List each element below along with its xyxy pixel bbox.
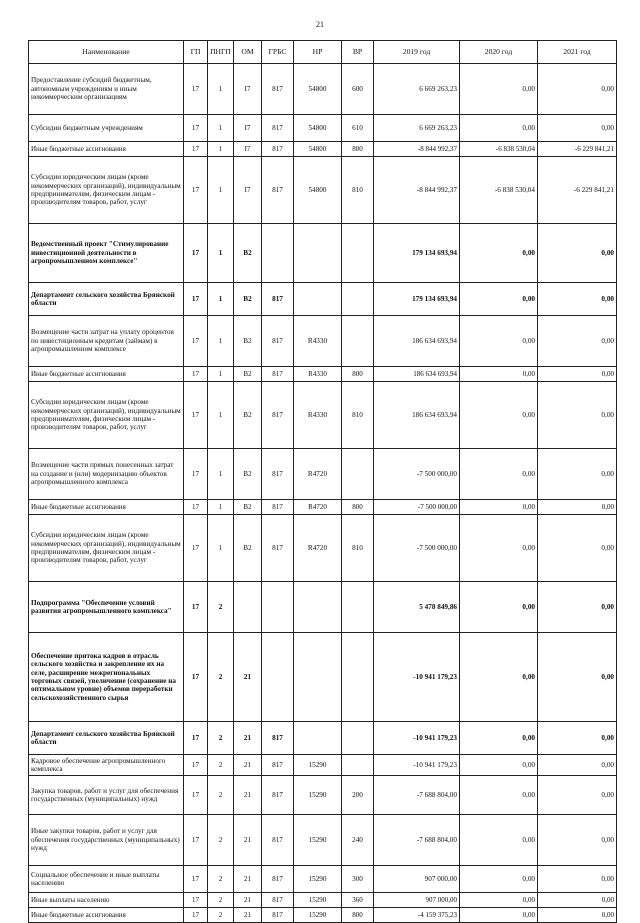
cell-name: Иные закупки товаров, работ и услуг для обеспечения государственных (муниципальных) нужд bbox=[29, 815, 184, 866]
cell-name: Иные бюджетные ассигнования bbox=[29, 367, 184, 382]
cell-y2021: 0,00 bbox=[538, 283, 617, 316]
cell-vr bbox=[342, 283, 374, 316]
cell-gp: 17 bbox=[184, 316, 208, 367]
cell-gp: 17 bbox=[184, 755, 208, 776]
cell-vr bbox=[342, 316, 374, 367]
cell-gp: 17 bbox=[184, 142, 208, 157]
table-row bbox=[29, 815, 617, 866]
cell-y2019: 6 669 263,23 bbox=[374, 64, 460, 115]
cell-om: I7 bbox=[234, 64, 262, 115]
cell-y2020: 0,00 bbox=[460, 500, 538, 515]
cell-y2019: -7 500 000,00 bbox=[374, 515, 460, 582]
cell-nr: R4330 bbox=[294, 367, 342, 382]
cell-y2021: 0,00 bbox=[538, 367, 617, 382]
cell-pngp: 2 bbox=[208, 866, 234, 893]
cell-nr: 15290 bbox=[294, 815, 342, 866]
cell-om: I7 bbox=[234, 157, 262, 224]
cell-grbs bbox=[262, 582, 294, 633]
table-row bbox=[29, 224, 617, 283]
col-header-gp: ГП bbox=[184, 41, 208, 64]
col-header-vr: ВР bbox=[342, 41, 374, 64]
cell-y2021: 0,00 bbox=[538, 722, 617, 755]
cell-name: Субсидии юридическим лицам (кроме некоммерческих организаций), индивидуальным предпринимателям, физическим лицам - производителям товаров, работ, услуг bbox=[29, 382, 184, 449]
cell-gp: 17 bbox=[184, 866, 208, 893]
cell-gp: 17 bbox=[184, 115, 208, 142]
table-row bbox=[29, 367, 617, 382]
cell-grbs: 817 bbox=[262, 157, 294, 224]
cell-y2020: 0,00 bbox=[460, 382, 538, 449]
cell-name: Закупка товаров, работ и услуг для обеспечения государственных (муниципальных) нужд bbox=[29, 776, 184, 815]
cell-vr: 800 bbox=[342, 367, 374, 382]
cell-vr: 810 bbox=[342, 515, 374, 582]
col-header-2019: 2019 год bbox=[374, 41, 460, 64]
cell-grbs: 817 bbox=[262, 755, 294, 776]
cell-om: 21 bbox=[234, 755, 262, 776]
cell-pngp: 1 bbox=[208, 500, 234, 515]
cell-name: Департамент сельского хозяйства Брянской области bbox=[29, 722, 184, 755]
cell-vr bbox=[342, 722, 374, 755]
cell-vr: 200 bbox=[342, 776, 374, 815]
table-row bbox=[29, 449, 617, 500]
cell-om: 21 bbox=[234, 866, 262, 893]
cell-vr: 300 bbox=[342, 866, 374, 893]
cell-y2020: 0,00 bbox=[460, 449, 538, 500]
cell-nr bbox=[294, 224, 342, 283]
cell-pngp: 2 bbox=[208, 633, 234, 722]
cell-grbs: 817 bbox=[262, 367, 294, 382]
cell-y2019: 5 478 849,86 bbox=[374, 582, 460, 633]
cell-nr: R4330 bbox=[294, 382, 342, 449]
cell-y2020: 0,00 bbox=[460, 115, 538, 142]
cell-name: Иные бюджетные ассигнования bbox=[29, 500, 184, 515]
cell-grbs bbox=[262, 633, 294, 722]
cell-grbs: 817 bbox=[262, 893, 294, 908]
table-row bbox=[29, 515, 617, 582]
cell-y2021: 0,00 bbox=[538, 316, 617, 367]
cell-nr: 15290 bbox=[294, 776, 342, 815]
cell-vr: 800 bbox=[342, 908, 374, 923]
cell-y2019: 907 000,00 bbox=[374, 893, 460, 908]
cell-vr: 810 bbox=[342, 382, 374, 449]
cell-grbs bbox=[262, 224, 294, 283]
col-header-grbs: ГРБС bbox=[262, 41, 294, 64]
table-row bbox=[29, 382, 617, 449]
cell-y2020: 0,00 bbox=[460, 582, 538, 633]
cell-nr: R4720 bbox=[294, 449, 342, 500]
col-header-pngp: ПНГП bbox=[208, 41, 234, 64]
cell-name: Департамент сельского хозяйства Брянской области bbox=[29, 283, 184, 316]
cell-grbs: 817 bbox=[262, 115, 294, 142]
cell-grbs: 817 bbox=[262, 515, 294, 582]
cell-y2019: 186 634 693,94 bbox=[374, 316, 460, 367]
cell-gp: 17 bbox=[184, 224, 208, 283]
cell-om: В2 bbox=[234, 500, 262, 515]
cell-nr: 15290 bbox=[294, 866, 342, 893]
cell-om: В2 bbox=[234, 515, 262, 582]
cell-y2019: -10 941 179,23 bbox=[374, 633, 460, 722]
cell-om: В2 bbox=[234, 224, 262, 283]
cell-gp: 17 bbox=[184, 283, 208, 316]
cell-grbs: 817 bbox=[262, 283, 294, 316]
cell-y2020: -6 838 530,04 bbox=[460, 142, 538, 157]
cell-pngp: 2 bbox=[208, 908, 234, 923]
table-row bbox=[29, 582, 617, 633]
table-row bbox=[29, 157, 617, 224]
cell-y2019: -4 159 375,23 bbox=[374, 908, 460, 923]
cell-gp: 17 bbox=[184, 64, 208, 115]
cell-nr: 54800 bbox=[294, 142, 342, 157]
cell-om: I7 bbox=[234, 115, 262, 142]
cell-y2021: 0,00 bbox=[538, 866, 617, 893]
cell-vr bbox=[342, 449, 374, 500]
cell-nr: 15290 bbox=[294, 755, 342, 776]
cell-name: Субсидии юридическим лицам (кроме некоммерческих организаций), индивидуальным предпринимателям, физическим лицам - производителям товаров, работ, услуг bbox=[29, 157, 184, 224]
cell-name: Ведомственный проект "Стимулирование инвестиционной деятельности в агропромышленном комплексе" bbox=[29, 224, 184, 283]
table-row bbox=[29, 893, 617, 908]
cell-pngp: 2 bbox=[208, 776, 234, 815]
cell-y2020: 0,00 bbox=[460, 893, 538, 908]
cell-y2020: 0,00 bbox=[460, 515, 538, 582]
cell-nr bbox=[294, 582, 342, 633]
cell-nr bbox=[294, 633, 342, 722]
table-row bbox=[29, 908, 617, 923]
cell-y2021: 0,00 bbox=[538, 893, 617, 908]
table-row bbox=[29, 633, 617, 722]
cell-y2021: -6 229 841,21 bbox=[538, 157, 617, 224]
cell-pngp: 1 bbox=[208, 449, 234, 500]
cell-gp: 17 bbox=[184, 382, 208, 449]
cell-vr bbox=[342, 633, 374, 722]
cell-y2020: 0,00 bbox=[460, 316, 538, 367]
cell-gp: 17 bbox=[184, 893, 208, 908]
cell-nr: 54800 bbox=[294, 115, 342, 142]
cell-om: 21 bbox=[234, 893, 262, 908]
cell-y2019: 907 000,00 bbox=[374, 866, 460, 893]
table-row bbox=[29, 776, 617, 815]
cell-y2019: -8 844 992,37 bbox=[374, 142, 460, 157]
cell-pngp: 1 bbox=[208, 316, 234, 367]
header-row bbox=[29, 41, 617, 64]
col-header-nr: НР bbox=[294, 41, 342, 64]
table-row bbox=[29, 722, 617, 755]
cell-vr: 360 bbox=[342, 893, 374, 908]
table-row bbox=[29, 142, 617, 157]
cell-y2020: -6 838 530,04 bbox=[460, 157, 538, 224]
cell-pngp: 1 bbox=[208, 515, 234, 582]
cell-y2021: 0,00 bbox=[538, 64, 617, 115]
cell-om: 21 bbox=[234, 908, 262, 923]
table-row bbox=[29, 755, 617, 776]
cell-om: В2 bbox=[234, 382, 262, 449]
cell-y2021: 0,00 bbox=[538, 776, 617, 815]
cell-grbs: 817 bbox=[262, 449, 294, 500]
cell-y2019: -7 688 804,00 bbox=[374, 815, 460, 866]
cell-pngp: 1 bbox=[208, 64, 234, 115]
cell-gp: 17 bbox=[184, 500, 208, 515]
cell-y2019: -10 941 179,23 bbox=[374, 722, 460, 755]
cell-vr: 240 bbox=[342, 815, 374, 866]
cell-y2021: 0,00 bbox=[538, 224, 617, 283]
cell-nr: 54800 bbox=[294, 157, 342, 224]
col-header-2021: 2021 год bbox=[538, 41, 617, 64]
cell-pngp: 1 bbox=[208, 115, 234, 142]
cell-om: I7 bbox=[234, 142, 262, 157]
cell-grbs: 817 bbox=[262, 382, 294, 449]
cell-y2020: 0,00 bbox=[460, 722, 538, 755]
cell-grbs: 817 bbox=[262, 722, 294, 755]
budget-table bbox=[28, 40, 617, 923]
cell-y2019: 179 134 693,94 bbox=[374, 224, 460, 283]
cell-om: 21 bbox=[234, 815, 262, 866]
cell-name: Возмещение части затрат на уплату процентов по инвестиционным кредитам (займам) в агропромышленном комплексе bbox=[29, 316, 184, 367]
cell-vr: 610 bbox=[342, 115, 374, 142]
cell-name: Кадровое обеспечение агропромышленного комплекса bbox=[29, 755, 184, 776]
cell-pngp: 1 bbox=[208, 367, 234, 382]
cell-nr: 15290 bbox=[294, 893, 342, 908]
cell-grbs: 817 bbox=[262, 866, 294, 893]
cell-name: Предоставление субсидий бюджетным, автономным учреждениям и иным некоммерческим организациям bbox=[29, 64, 184, 115]
cell-y2021: 0,00 bbox=[538, 908, 617, 923]
cell-pngp: 2 bbox=[208, 893, 234, 908]
cell-grbs: 817 bbox=[262, 142, 294, 157]
cell-pngp: 2 bbox=[208, 815, 234, 866]
cell-pngp: 2 bbox=[208, 755, 234, 776]
cell-gp: 17 bbox=[184, 449, 208, 500]
cell-name: Иные выплаты населению bbox=[29, 893, 184, 908]
cell-y2021: 0,00 bbox=[538, 515, 617, 582]
cell-y2020: 0,00 bbox=[460, 866, 538, 893]
cell-gp: 17 bbox=[184, 157, 208, 224]
cell-name: Иные бюджетные ассигнования bbox=[29, 908, 184, 923]
cell-vr bbox=[342, 224, 374, 283]
cell-y2019: 179 134 693,94 bbox=[374, 283, 460, 316]
cell-pngp: 1 bbox=[208, 142, 234, 157]
cell-name: Подпрограмма "Обеспечение условий развития агропромышленного комплекса" bbox=[29, 582, 184, 633]
cell-grbs: 817 bbox=[262, 815, 294, 866]
cell-om: 21 bbox=[234, 722, 262, 755]
cell-y2019: -8 844 992,37 bbox=[374, 157, 460, 224]
cell-om: 21 bbox=[234, 776, 262, 815]
table-row bbox=[29, 500, 617, 515]
cell-pngp: 2 bbox=[208, 722, 234, 755]
cell-y2021: 0,00 bbox=[538, 449, 617, 500]
cell-om: В2 bbox=[234, 367, 262, 382]
cell-y2020: 0,00 bbox=[460, 633, 538, 722]
cell-gp: 17 bbox=[184, 582, 208, 633]
col-header-2020: 2020 год bbox=[460, 41, 538, 64]
page-number: 21 bbox=[316, 20, 324, 29]
cell-om: В2 bbox=[234, 283, 262, 316]
col-header-name: Наименование bbox=[29, 41, 184, 64]
cell-nr: R4720 bbox=[294, 500, 342, 515]
cell-vr bbox=[342, 582, 374, 633]
col-header-om: ОМ bbox=[234, 41, 262, 64]
cell-y2021: -6 229 841,21 bbox=[538, 142, 617, 157]
cell-y2021: 0,00 bbox=[538, 633, 617, 722]
cell-name: Социальное обеспечение и иные выплаты населению bbox=[29, 866, 184, 893]
cell-y2021: 0,00 bbox=[538, 382, 617, 449]
cell-grbs: 817 bbox=[262, 316, 294, 367]
cell-y2020: 0,00 bbox=[460, 815, 538, 866]
cell-nr: 54800 bbox=[294, 64, 342, 115]
cell-name: Возмещение части прямых понесенных затрат на создание и (или) модернизацию объектов агропромышленного комплекса bbox=[29, 449, 184, 500]
cell-vr bbox=[342, 755, 374, 776]
cell-nr: 15290 bbox=[294, 908, 342, 923]
cell-gp: 17 bbox=[184, 722, 208, 755]
cell-y2020: 0,00 bbox=[460, 755, 538, 776]
cell-pngp: 1 bbox=[208, 157, 234, 224]
cell-y2021: 0,00 bbox=[538, 755, 617, 776]
cell-y2019: -10 941 179,23 bbox=[374, 755, 460, 776]
cell-nr bbox=[294, 283, 342, 316]
cell-y2020: 0,00 bbox=[460, 776, 538, 815]
cell-name: Обеспечение притока кадров в отрасль сельского хозяйства и закрепление их на селе, расширение межрегиональных торговых связей, увеличение (сохранение на оптимальном уровне) объемов переработки сельскохозяйственного сырья bbox=[29, 633, 184, 722]
cell-gp: 17 bbox=[184, 908, 208, 923]
cell-y2021: 0,00 bbox=[538, 582, 617, 633]
cell-om: В2 bbox=[234, 449, 262, 500]
cell-pngp: 1 bbox=[208, 283, 234, 316]
cell-y2019: 186 634 693,94 bbox=[374, 382, 460, 449]
table-row bbox=[29, 316, 617, 367]
cell-y2019: -7 688 804,00 bbox=[374, 776, 460, 815]
cell-y2021: 0,00 bbox=[538, 815, 617, 866]
cell-nr bbox=[294, 722, 342, 755]
cell-y2020: 0,00 bbox=[460, 367, 538, 382]
cell-y2021: 0,00 bbox=[538, 500, 617, 515]
cell-name: Субсидии бюджетным учреждениям bbox=[29, 115, 184, 142]
cell-pngp: 1 bbox=[208, 224, 234, 283]
cell-om: 21 bbox=[234, 633, 262, 722]
cell-y2021: 0,00 bbox=[538, 115, 617, 142]
cell-pngp: 2 bbox=[208, 582, 234, 633]
cell-gp: 17 bbox=[184, 633, 208, 722]
table-row bbox=[29, 64, 617, 115]
cell-y2020: 0,00 bbox=[460, 64, 538, 115]
cell-gp: 17 bbox=[184, 815, 208, 866]
cell-y2019: 186 634 693,94 bbox=[374, 367, 460, 382]
cell-vr: 810 bbox=[342, 157, 374, 224]
cell-y2019: -7 500 000,00 bbox=[374, 500, 460, 515]
cell-y2020: 0,00 bbox=[460, 908, 538, 923]
cell-nr: R4720 bbox=[294, 515, 342, 582]
cell-grbs: 817 bbox=[262, 64, 294, 115]
table-row bbox=[29, 115, 617, 142]
cell-grbs: 817 bbox=[262, 908, 294, 923]
cell-name: Субсидии юридическим лицам (кроме некоммерческих организаций), индивидуальным предпринимателям, физическим лицам - производителям товаров, работ, услуг bbox=[29, 515, 184, 582]
table-row bbox=[29, 283, 617, 316]
cell-om bbox=[234, 582, 262, 633]
cell-gp: 17 bbox=[184, 367, 208, 382]
cell-grbs: 817 bbox=[262, 776, 294, 815]
cell-y2020: 0,00 bbox=[460, 283, 538, 316]
cell-vr: 600 bbox=[342, 64, 374, 115]
cell-vr: 800 bbox=[342, 142, 374, 157]
cell-y2020: 0,00 bbox=[460, 224, 538, 283]
cell-y2019: 6 669 263,23 bbox=[374, 115, 460, 142]
table-row bbox=[29, 866, 617, 893]
cell-vr: 800 bbox=[342, 500, 374, 515]
cell-om: В2 bbox=[234, 316, 262, 367]
cell-y2019: -7 500 000,00 bbox=[374, 449, 460, 500]
cell-name: Иные бюджетные ассигнования bbox=[29, 142, 184, 157]
cell-pngp: 1 bbox=[208, 382, 234, 449]
cell-gp: 17 bbox=[184, 515, 208, 582]
cell-nr: R4330 bbox=[294, 316, 342, 367]
cell-gp: 17 bbox=[184, 776, 208, 815]
cell-grbs: 817 bbox=[262, 500, 294, 515]
